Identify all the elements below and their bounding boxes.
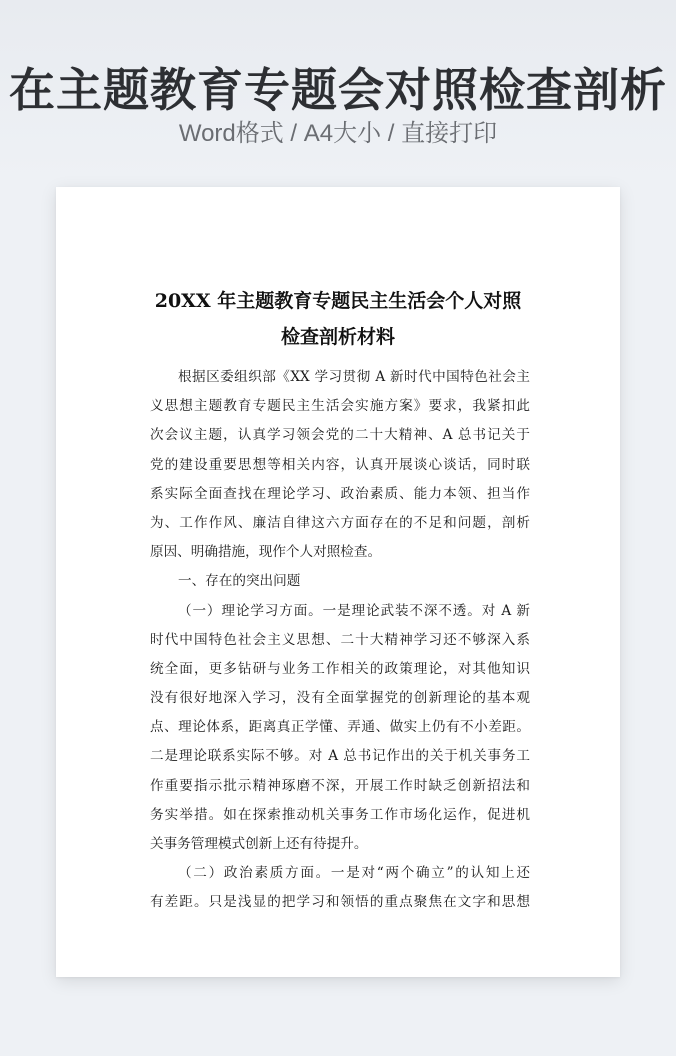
banner-title: 在主题教育专题会对照检查剖析 bbox=[9, 63, 667, 117]
body-line: 点、理论体系，距离真正学懂、弄通、做实上仍有不小差距。 bbox=[150, 719, 530, 736]
section-heading: 一、存在的突出问题 bbox=[178, 573, 301, 590]
body-line: （二）政治素质方面。一是对“两个确立”的认知上还 bbox=[178, 865, 530, 882]
document-page bbox=[56, 187, 620, 977]
body-line: 作重要指示批示精神琢磨不深，开展工作时缺乏创新招法和 bbox=[150, 777, 530, 794]
body-line: 有差距。只是浅显的把学习和领悟的重点聚焦在文字和思想 bbox=[150, 894, 530, 911]
body-line: 二是理论联系实际不够。对 A 总书记作出的关于机关事务工 bbox=[150, 748, 530, 765]
body-line: （一）理论学习方面。一是理论武装不深不透。对 A 新 bbox=[178, 602, 530, 619]
document-title-line: 检查剖析材料 bbox=[280, 326, 395, 348]
document-body bbox=[150, 363, 530, 918]
body-line: 系实际全面查找在理论学习、政治素质、能力本领、担当作 bbox=[150, 485, 530, 502]
body-line: 次会议主题，认真学习领会党的二十大精神、A 总书记关于 bbox=[150, 427, 530, 444]
document-title bbox=[116, 283, 560, 355]
body-line: 原因、明确措施，现作个人对照检查。 bbox=[150, 544, 382, 561]
body-line: 没有很好地深入学习，没有全面掌握党的创新理论的基本观 bbox=[150, 690, 530, 707]
body-line: 为、工作作风、廉洁自律这六方面存在的不足和问题，剖析 bbox=[150, 514, 530, 531]
body-line: 统全面，更多钻研与业务工作相关的政策理论，对其他知识 bbox=[150, 660, 530, 677]
banner-subtitle: Word格式 / A4大小 / 直接打印 bbox=[178, 120, 498, 147]
header-banner bbox=[0, 0, 676, 180]
body-line: 务实举措。如在探索推动机关事务工作市场化运作，促进机 bbox=[150, 806, 530, 823]
document-title-line: 20XX 年主题教育专题民主生活会个人对照 bbox=[154, 290, 522, 312]
body-line: 党的建设重要思想等相关内容，认真开展谈心谈话，同时联 bbox=[150, 456, 530, 473]
body-line: 根据区委组织部《XX 学习贯彻 A 新时代中国特色社会主 bbox=[178, 369, 530, 385]
body-line: 关事务管理模式创新上还有待提升。 bbox=[150, 836, 368, 852]
body-line: 义思想主题教育专题民主生活会实施方案》要求，我紧扣此 bbox=[150, 398, 530, 415]
body-line: 时代中国特色社会主义思想、二十大精神学习还不够深入系 bbox=[150, 631, 530, 648]
